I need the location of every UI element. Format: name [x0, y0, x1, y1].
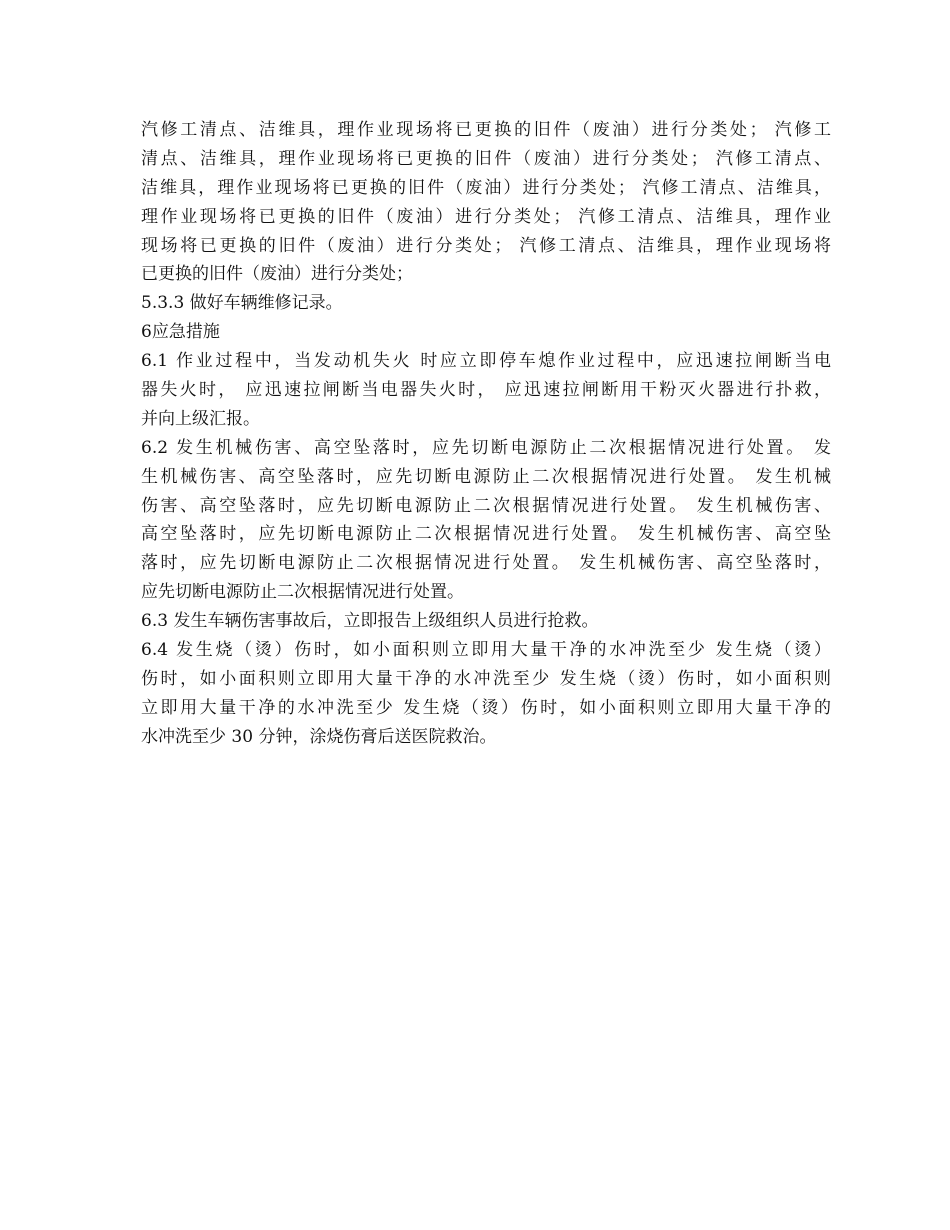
text-line: 并向上级汇报。	[141, 408, 260, 429]
text-line: 高空坠落时，应先切断电源防止二次根据情况进行处置。 发生机械伤害、高空坠	[141, 524, 831, 545]
text-line: 伤害、高空坠落时，应先切断电源防止二次根据情况进行处置。 发生机械伤害、	[141, 495, 831, 516]
text-line: 水冲洗至少 30 分钟，涂烧伤膏后送医院救治。	[141, 726, 497, 747]
document-body	[141, 116, 831, 752]
section-heading-5-3-3: 5.3.3 做好车辆维修记录。	[141, 293, 343, 314]
text-line: 6.1 作业过程中，当发动机失火 时应立即停车熄作业过程中，应迅速拉闸断当电	[141, 351, 831, 372]
text-line: 6.2 发生机械伤害、高空坠落时，应先切断电源防止二次根据情况进行处置。 发	[141, 437, 831, 458]
text-line: 伤时，如小面积则立即用大量干净的水冲洗至少 发生烧（烫）伤时，如小面积则	[141, 668, 831, 689]
text-line: 汽修工清点、洁维具，理作业现场将已更换的旧件（废油）进行分类处； 汽修工	[141, 120, 831, 140]
text-line: 立即用大量干净的水冲洗至少 发生烧（烫）伤时，如小面积则立即用大量干净的	[141, 697, 831, 718]
text-line: 6.3 发生车辆伤害事故后，立即报告上级组织人员进行抢救。	[141, 611, 599, 632]
text-line: 6.4 发生烧（烫）伤时，如小面积则立即用大量干净的水冲洗至少 发生烧（烫）	[141, 640, 831, 661]
text-line: 落时，应先切断电源防止二次根据情况进行处置。 发生机械伤害、高空坠落时，	[141, 553, 831, 574]
text-line: 清点、洁维具，理作业现场将已更换的旧件（废油）进行分类处； 汽修工清点、	[141, 148, 831, 169]
text-line: 生机械伤害、高空坠落时，应先切断电源防止二次根据情况进行处置。 发生机械	[141, 466, 831, 487]
text-line: 现场将已更换的旧件（废油）进行分类处； 汽修工清点、洁维具，理作业现场将	[141, 235, 831, 256]
section-heading-6: 6应急措施	[141, 322, 220, 343]
text-line: 器失火时， 应迅速拉闸断当电器失火时， 应迅速拉闸断用干粉灭火器进行扑救，	[141, 380, 831, 401]
text-line: 应先切断电源防止二次根据情况进行处置。	[141, 582, 464, 603]
text-line: 理作业现场将已更换的旧件（废油）进行分类处； 汽修工清点、洁维具，理作业	[141, 206, 831, 227]
text-line: 洁维具，理作业现场将已更换的旧件（废油）进行分类处； 汽修工清点、洁维具，	[141, 177, 831, 198]
text-line: 已更换的旧件（废油）进行分类处；	[141, 264, 413, 285]
